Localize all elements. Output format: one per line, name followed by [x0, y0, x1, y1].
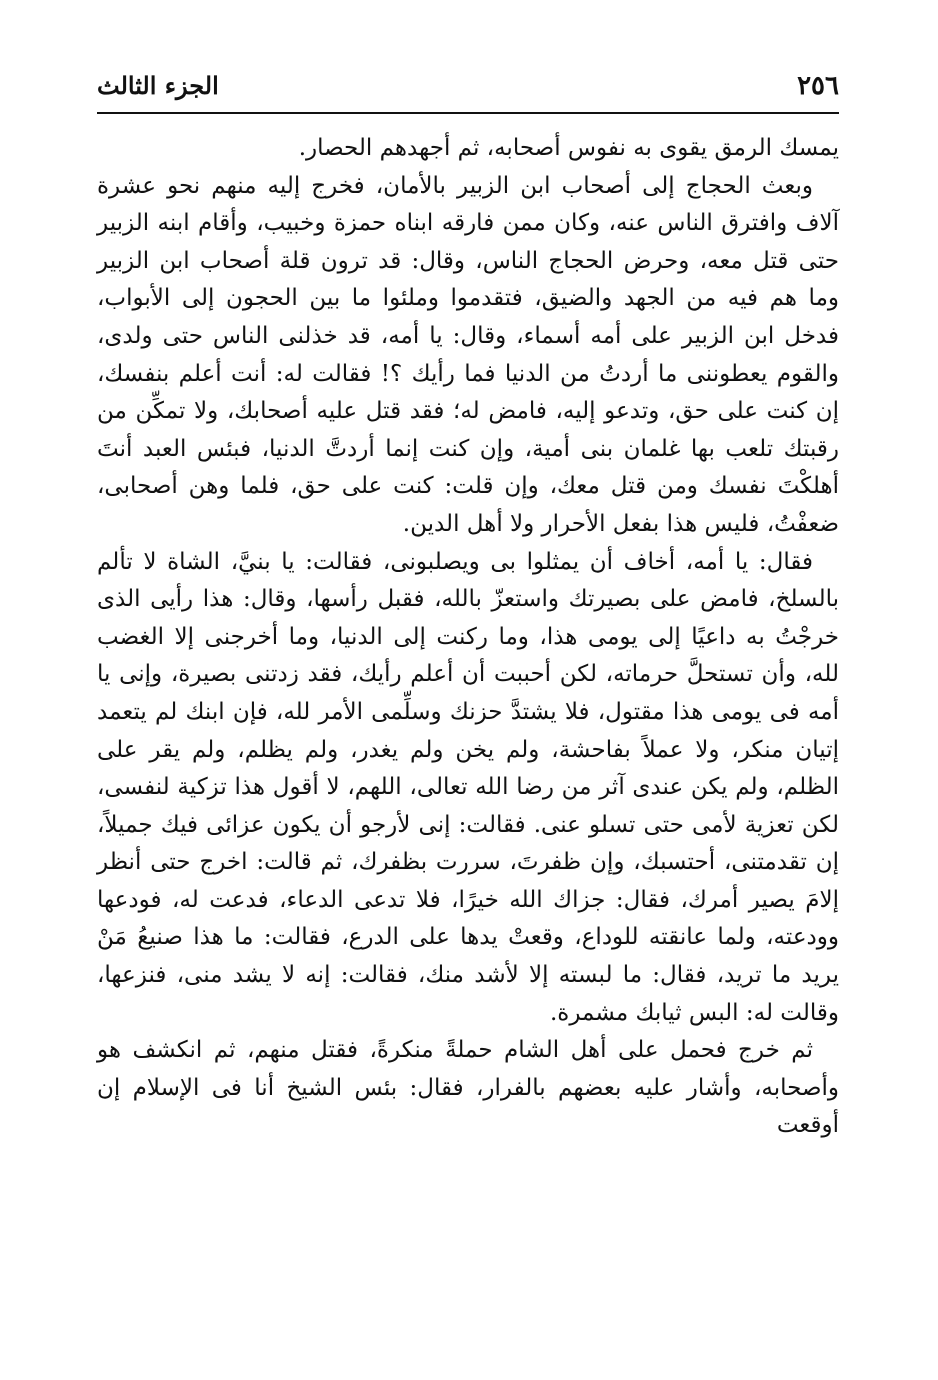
paragraph: وبعث الحجاج إلى أصحاب ابن الزبير بالأمان، فخرج إليه منهم نحو عشرة آلاف وافترق الناس عنه، وكان ممن فارقه ابناه حمزة وخبيب، وأقام ابنه الزبير حتى قتل معه، وحرض الحجاج الناس، وقال: قد ترون قلة أصحاب ابن الزبير وما هم فيه من الجهد والضيق، فتقدموا وملئوا ما بين الحجون إلى الأبواب، فدخل ابن الزبير على أمه أسماء، وقال: يا أمه، قد خذلنى الناس حتى ولدى، والقوم يعطوننى ما أردتُ من الدنيا فما رأيك ؟! فقالت له: أنت أعلم بنفسك، إن كنت على حق، وتدعو إليه، فامض له؛ فقد قتل عليه أصحابك، ولا تمكِّن من رقبتك تلعب بها غلمان بنى أمية، وإن كنت إنما أردتَّ الدنيا، فبئس العبد أنتَ أهلكْتَ نفسك ومن قتل معك، وإن قلت: كنت على حق، فلما وهن أصحابى، ضعفْتُ، فليس هذا بفعل الأحرار ولا أهل الدين. [97, 172, 839, 537]
running-head [97, 66, 839, 106]
paragraph: فقال: يا أمه، أخاف أن يمثلوا بى ويصلبونى، فقالت: يا بنيَّ، الشاة لا تألم بالسلخ، فامض على بصيرتك واستعزّ بالله، فقبل رأسها، وقال: هذا رأيى الذى خرجْتُ به داعيًا إلى يومى هذا، وما ركنت إلى الدنيا، وما أخرجنى إلا الغضب لله، وأن تستحلَّ حرماته، لكن أحببت أن أعلم رأيك، فقد زدتنى بصيرة، وإنى يا أمه فى يومى هذا مقتول، فلا يشتدَّ حزنك وسلِّمى الأمر لله، فإن ابنك لم يتعمد إتيان منكر، ولا عملاً بفاحشة، ولم يخن ولم يغدر، ولم يظلم، ولم يقر على الظلم، ولم يكن عندى آثر من رضا الله تعالى، اللهم، لا أقول هذا تزكية لنفسى، لكن تعزية لأمى حتى تسلو عنى. فقالت: إنى لأرجو أن يكون عزائى فيك جميلاً، إن تقدمتنى، أحتسبك، وإن ظفرتَ، سررت بظفرك، ثم قالت: اخرج حتى أنظر إلامَ يصير أمرك، فقال: جزاك الله خيرًا، فلا تدعى الدعاء، فدعت له، فودعها وودعته، ولما عانقته للوداع، وقعتْ يدها على الدرع، فقالت: ما هذا صنيعُ مَنْ يريد ما تريد، فقال: ما لبسته إلا لأشد منك، فقالت: إنه لا يشد منى، فنزعها، وقالت له: البس ثيابك مشمرة. [97, 548, 839, 1026]
chapter-title: الجزء الثالث [97, 71, 219, 100]
page-body [97, 130, 839, 1145]
paragraph: ثم خرج فحمل على أهل الشام حملةً منكرةً، فقتل منهم، ثم انكشف هو وأصحابه، وأشار عليه بعضهم بالفرار، فقال: بئس الشيخ أنا فى الإسلام إن أوقعت [97, 1037, 839, 1139]
header-divider [97, 112, 839, 114]
paragraph: يمسك الرمق يقوى به نفوس أصحابه، ثم أجهدهم الحصار. [298, 135, 839, 161]
page-number: ٢٥٦ [797, 71, 839, 101]
